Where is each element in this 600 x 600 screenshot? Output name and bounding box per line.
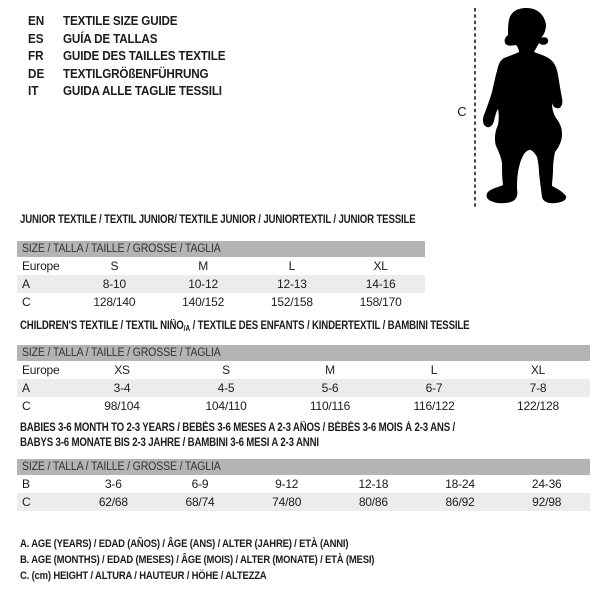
junior-size-table [17, 241, 425, 311]
babies-size-table [17, 459, 590, 511]
babies-table-title [20, 421, 538, 451]
language-code: IT [28, 83, 39, 98]
children-title-subscript: /A [183, 324, 191, 333]
table-cell: L [288, 259, 296, 273]
table-cell: 122/128 [517, 399, 559, 413]
language-code: FR [28, 48, 44, 63]
table-row [17, 493, 590, 511]
language-row [28, 82, 243, 100]
language-title: TEXTILE SIZE GUIDE [63, 13, 178, 28]
table-cell: XS [114, 363, 130, 377]
language-title: GUÍA DE TALLAS [63, 30, 158, 46]
table-row [17, 379, 590, 397]
table-cell: 104/110 [205, 399, 247, 413]
table-cell: XL [530, 363, 546, 377]
table-cell: 80/86 [358, 495, 388, 509]
junior-table-title [20, 214, 491, 226]
children-table-title [20, 320, 555, 333]
table-cell: 3-6 [104, 477, 122, 491]
size-header-text: SIZE / TALLA / TAILLE / GRÖSSE / TAGLIA [22, 347, 221, 359]
children-size-table [17, 345, 590, 415]
language-row [28, 30, 243, 48]
legend-line-a-text: A. AGE (YEARS) / EDAD (AÑOS) / ÂGE (ANS) / ALTER (JAHRE) / ETÀ (ANNI) [20, 538, 349, 550]
table-row [17, 275, 425, 293]
children-title-prefix: CHILDREN'S TEXTILE / TEXTIL NIÑO [20, 320, 184, 332]
children-table-title-text [20, 320, 469, 333]
children-title-suffix: / TEXTILE DES ENFANTS / KINDERTEXTIL / BAMBINI TESSILE [190, 320, 470, 332]
table-cell: 140/152 [182, 295, 225, 309]
table-cell: 7-8 [529, 381, 547, 395]
language-code: DE [28, 65, 45, 81]
table-cell: M [325, 363, 335, 377]
table-cell: 98/104 [104, 399, 140, 413]
baby-figure [450, 0, 600, 212]
language-title: GUIDA ALLE TAGLIE TESSILI [63, 83, 222, 98]
table-cell: 152/158 [270, 295, 313, 309]
table-cell: 92/98 [532, 495, 562, 509]
table-row [17, 397, 590, 415]
table-row [17, 475, 590, 493]
row-label: C [22, 495, 31, 509]
table-cell: 74/80 [272, 495, 302, 509]
row-label: B [22, 477, 30, 491]
table-cell: S [222, 363, 230, 377]
legend [20, 536, 432, 584]
table-cell: 6-9 [191, 477, 209, 491]
row-label: A [22, 277, 30, 291]
language-title: GUIDE DES TAILLES TEXTILE [63, 48, 226, 63]
language-row [28, 12, 243, 30]
table-cell: M [198, 259, 209, 273]
language-title: TEXTILGRÖßENFÜHRUNG [63, 65, 209, 81]
legend-line-c [20, 568, 432, 584]
baby-silhouette-svg [450, 0, 600, 212]
table-cell: 14-16 [365, 277, 396, 291]
table-cell: 24-36 [531, 477, 562, 491]
legend-line-b [20, 552, 432, 568]
table-cell: 158/170 [359, 295, 402, 309]
table-cell: 116/122 [413, 399, 455, 413]
legend-line-c-text: C. (cm) HEIGHT / ALTURA / HAUTEUR / HÖHE / ALTEZZA [20, 570, 267, 582]
table-row [17, 293, 425, 311]
table-cell: 12-18 [358, 477, 389, 491]
table-cell: 5-6 [321, 381, 339, 395]
size-header-text: SIZE / TALLA / TAILLE / GRÖSSE / TAGLIA [22, 461, 221, 473]
table-cell: S [110, 259, 119, 273]
table-cell: XL [373, 259, 388, 273]
table-cell: 3-4 [113, 381, 131, 395]
table-cell: 8-10 [102, 277, 126, 291]
language-row [28, 47, 243, 65]
junior-table-title-text: JUNIOR TEXTILE / TEXTIL JUNIOR/ TEXTILE JUNIOR / JUNIORTEXTIL / JUNIOR TESSILE [20, 214, 416, 226]
row-label: Europe [22, 259, 60, 273]
language-code: EN [28, 13, 45, 28]
table-row [17, 257, 425, 275]
size-header-row [17, 459, 590, 475]
row-label: C [22, 295, 31, 309]
size-header-row [17, 345, 590, 361]
language-title-list [28, 12, 243, 100]
table-cell: 6-7 [425, 381, 443, 395]
table-cell: L [430, 363, 438, 377]
table-cell: 9-12 [275, 477, 299, 491]
babies-title-line1: BABIES 3-6 MONTH TO 2-3 YEARS / BEBÉS 3-6 MESES A 2-3 AÑOS / BÉBÉS 3-6 MOIS À 2-3 ANS / [20, 422, 456, 434]
language-row [28, 65, 243, 83]
legend-line-b-text: B. AGE (MONTHS) / EDAD (MESES) / ÂGE (MOIS) / ALTER (MONATE) / ETÀ (MESI) [20, 554, 375, 566]
height-marker-label: C [457, 104, 467, 119]
table-cell: 10-12 [188, 277, 218, 291]
table-cell: 110/116 [309, 399, 351, 413]
table-cell: 4-5 [217, 381, 235, 395]
row-label: A [22, 381, 30, 395]
table-cell: 18-24 [445, 477, 475, 491]
size-header-text: SIZE / TALLA / TAILLE / GRÖSSE / TAGLIA [22, 243, 221, 255]
legend-line-a [20, 536, 432, 552]
table-row [17, 361, 590, 379]
row-label: Europe [22, 363, 60, 377]
baby-silhouette [483, 8, 566, 203]
size-header-row [17, 241, 425, 257]
language-code: ES [28, 30, 44, 46]
babies-title-line2: BABYS 3-6 MONATE BIS 2-3 JAHRE / BAMBINI 3-6 MESI A 2-3 ANNI [20, 437, 319, 449]
table-cell: 12-13 [277, 277, 307, 291]
table-cell: 128/140 [93, 295, 136, 309]
table-cell: 86/92 [445, 495, 475, 509]
table-cell: 68/74 [185, 495, 215, 509]
row-label: C [22, 399, 31, 413]
table-cell: 62/68 [98, 495, 128, 509]
